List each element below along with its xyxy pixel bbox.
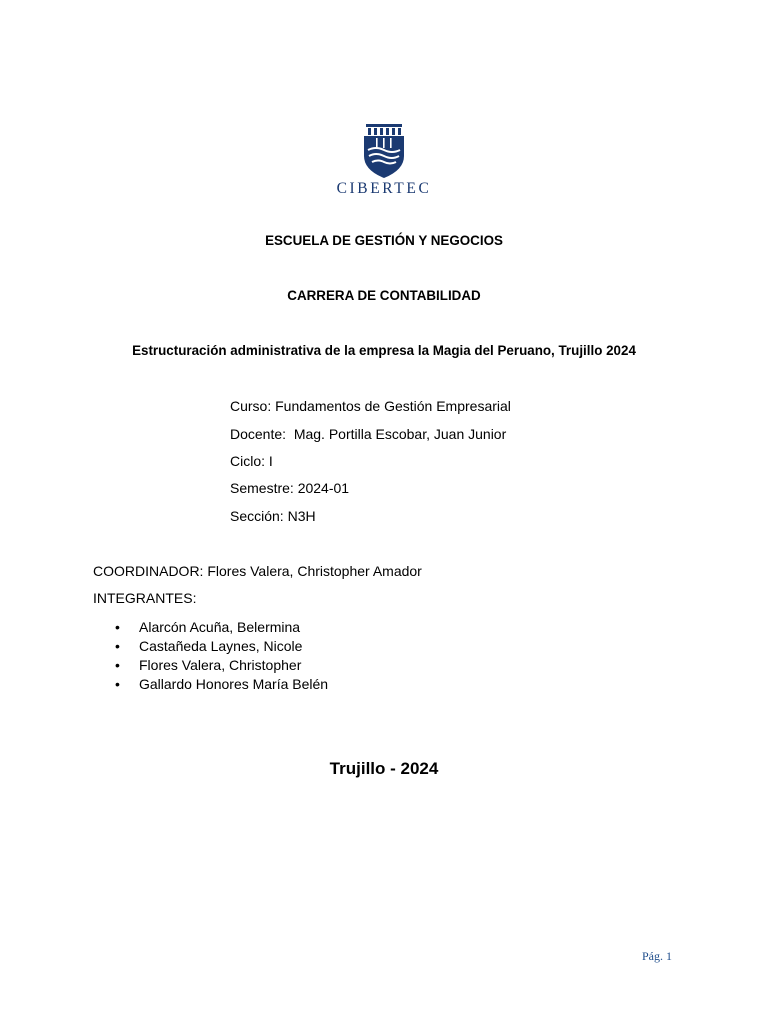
teacher-line: Docente: Mag. Portilla Escobar, Juan Junior xyxy=(230,426,507,442)
page-number: Pág. 1 xyxy=(642,949,672,963)
course-line: Curso: Fundamentos de Gestión Empresarial xyxy=(230,398,511,414)
shield-crest-icon xyxy=(320,118,448,178)
bullet-icon: • xyxy=(115,638,120,654)
logo-text: CIBERTEC xyxy=(336,180,432,197)
member-name: Flores Valera, Christopher xyxy=(139,657,302,673)
section-line: Sección: N3H xyxy=(230,508,316,524)
semester-line: Semestre: 2024-01 xyxy=(230,480,350,496)
school-name: ESCUELA DE GESTIÓN Y NEGOCIOS xyxy=(265,233,503,248)
member-name: Alarcón Acuña, Belermina xyxy=(139,619,301,635)
coordinator-line: COORDINADOR: Flores Valera, Christopher Amador xyxy=(93,563,422,579)
member-name: Gallardo Honores María Belén xyxy=(139,676,329,692)
career-name: CARRERA DE CONTABILIDAD xyxy=(287,288,481,303)
bullet-icon: • xyxy=(115,676,120,692)
member-name: Castañeda Laynes, Nicole xyxy=(139,638,303,654)
members-label: INTEGRANTES: xyxy=(93,590,197,606)
cibertec-logo xyxy=(320,118,448,204)
place-year: Trujillo - 2024 xyxy=(329,759,439,778)
bullet-icon: • xyxy=(115,657,120,673)
document-title: Estructuración administrativa de la empresa la Magia del Peruano, Trujillo 2024 xyxy=(132,343,636,358)
cycle-line: Ciclo: I xyxy=(230,453,273,469)
bullet-icon: • xyxy=(115,619,120,635)
